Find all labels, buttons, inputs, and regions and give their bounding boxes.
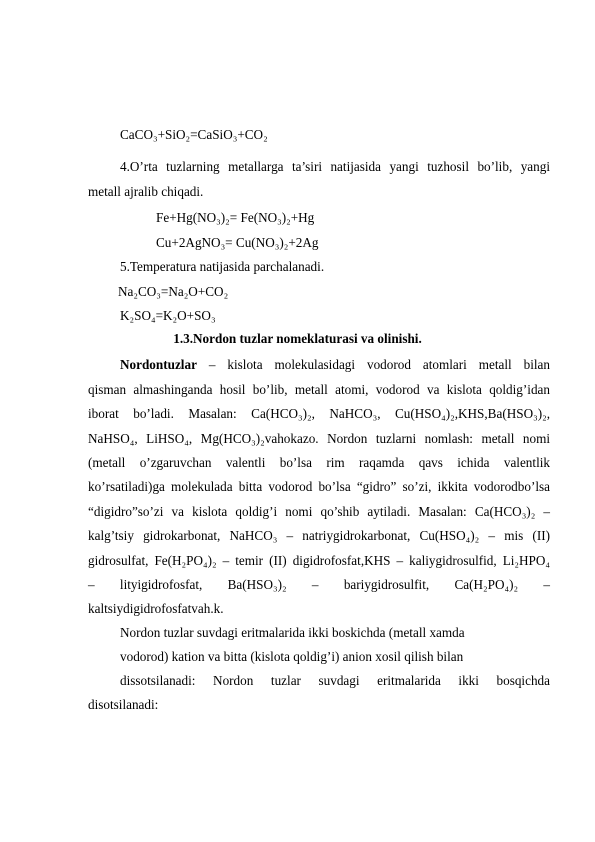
paragraph-line: (metall o’zgaruvchan valentli bo’lsa rim raqamda qavs ichida valentlik [88, 455, 550, 470]
paragraph-line: kaltsiydigidrofosfatvah.k. [88, 601, 224, 616]
paragraph-line: qisman almashinganda hosil bo’lib, metall atomi, vodorod va kislota qoldig’idan [88, 382, 550, 397]
paragraph-line: – lityigidrofosfat, Ba(HSO₃)₂ – bariygidrosulfit, Ca(H₂PO₄)₂ – [88, 577, 550, 592]
paragraph-line: NaHSO₄, LiHSO₄, Mg(HCO₃)₂vahokazo. Nordon tuzlarni nomlash: metall nomi [88, 431, 550, 446]
paragraph-line: “digidro”so’zi va kislota qoldig’i nomi qo’shib aytiladi. Masalan: Ca(HCO₃)₂ – [88, 504, 550, 519]
paragraph-line: ko’rsatiladi)ga molekulada bitta vodorod bo’lsa “gidro” so’zi, ikkita vodorodbo’lsa [88, 479, 550, 494]
section-heading: 1.3.Nordon tuzlar nomeklaturasi va olinishi. [173, 331, 422, 346]
paragraph-text: – kislota molekulasidagi vodorod atomlari metall bilan [196, 357, 550, 372]
term-bold: Nordontuzlar [120, 357, 197, 372]
equation-line: Cu+2AgNO₃= Cu(NO₃)₂+2Ag [156, 235, 319, 250]
paragraph-line: vodorod) kation va bitta (kislota qoldig’i) anion xosil qilish bilan [120, 649, 464, 664]
paragraph-line [120, 357, 550, 372]
equation-line: Na₂CO₃=Na₂O+CO₂ [118, 284, 229, 299]
equation-line: Fe+Hg(NO₃)₂= Fe(NO₃)₂+Hg [156, 210, 315, 225]
paragraph-line: disotsilanadi: [88, 697, 159, 712]
paragraph-line: 4.O’rta tuzlarning metallarga ta’siri natijasida yangi tuzhosil bo’lib, yangi [120, 159, 550, 174]
equation-line: CaCO₃+SiO₂=CaSiO₃+CO₂ [120, 127, 268, 142]
paragraph-line: 5.Temperatura natijasida parchalanadi. [120, 259, 325, 274]
paragraph-line: kalg’tsiy gidrokarbonat, NaHCO₃ – natriygidrokarbonat, Cu(HSO₄)₂ – mis (II) [88, 528, 550, 543]
paragraph-line: metall ajralib chiqadi. [88, 184, 204, 199]
equation-line: K₂SO₄=K₂O+SO₃ [120, 308, 216, 323]
paragraph-line: Nordon tuzlar suvdagi eritmalarida ikki boskichda (metall xamda [120, 625, 465, 640]
paragraph-line: dissotsilanadi: Nordon tuzlar suvdagi eritmalarida ikki bosqichda [120, 673, 550, 688]
paragraph-line: gidrosulfat, Fe(H₂PO₄)₂ – temir (II) digidrofosfat,KHS – kaliygidrosulfid, Li₂HPO₄ [88, 553, 550, 568]
paragraph-line: iborat bo’ladi. Masalan: Ca(HCO₃)₂, NaHCO₃, Cu(HSO₄)₂,KHS,Ba(HSO₃)₂, [88, 406, 550, 421]
